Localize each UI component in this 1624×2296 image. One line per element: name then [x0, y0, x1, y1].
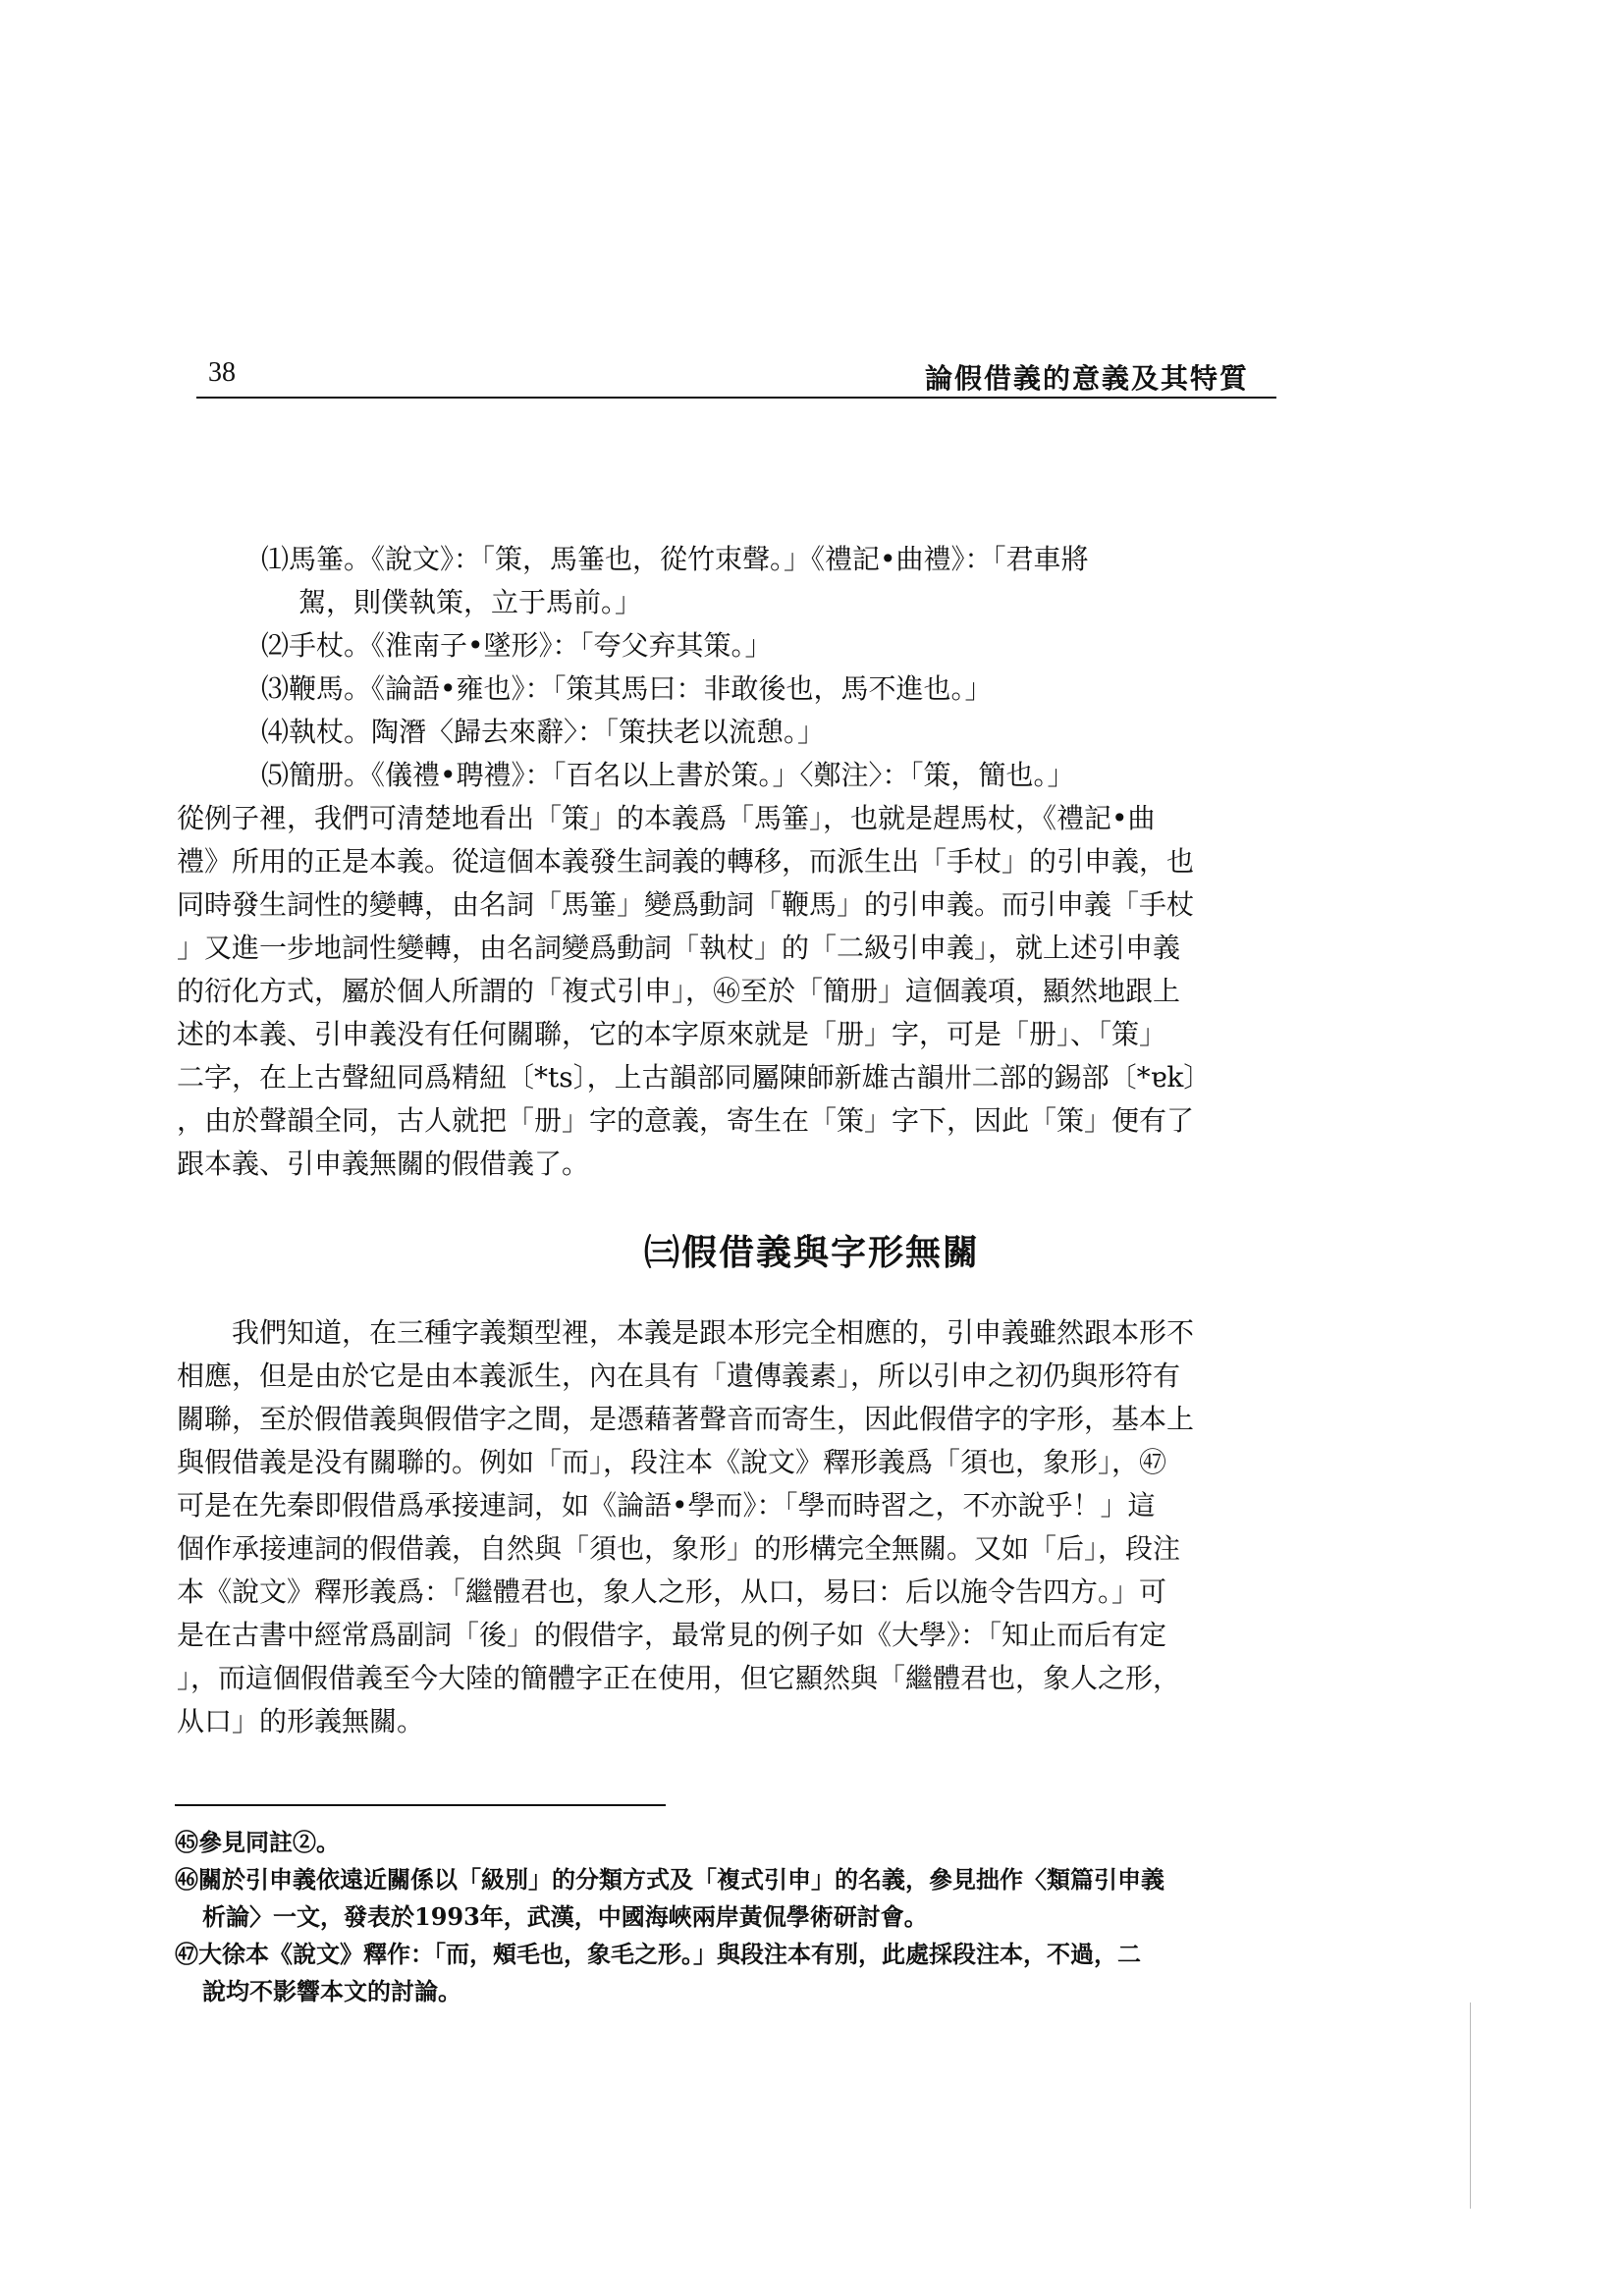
list-item: ⑵手杖。《淮南子•墜形》：「夸父弃其策。」 — [261, 629, 773, 662]
list-item: ⑴馬箠。《說文》：「策，馬箠也，從竹朿聲。」《禮記•曲禮》：「君車將 駕，則僕執策，立于馬前。」 — [261, 543, 1089, 618]
paragraph-analysis: 從例子裡，我們可清楚地看出「策」的本義爲「馬箠」，也就是趕馬杖，《禮記•曲 禮》所用的正是本義。從這個本義發生詞義的轉移，而派生出「手杖」的引申義，也 同時發生詞性的變轉，由名詞「馬箠」變爲動詞「鞭馬」的引申義。而引申義「手杖 」又進一步地詞性變轉，由名詞變爲動詞「執杖」的「二級引申義」，就上述引申義 的衍化方式，屬於個人所謂的「複式引申」，㊻至於「簡册」這個義項，顯然地跟上 述的本義、引申義没有任何關聯，它的本字原來就是「册」字，可是「册」、「策」 二字，在上古聲紐同爲精紐〔*ts〕，上古韻部同屬陳師新雄古韻卅二部的錫部〔*ɐk〕 ，由於聲韻全同，古人就把「册」字的意義，寄生在「策」字下，因此「策」便有了 跟本義、引申義無關的假借義了。 — [177, 802, 1212, 1180]
footnote: ㊼大徐本《說文》釋作：「而，頰毛也，象毛之形。」與段注本有別，此處採段注本，不過，二 說均不影響本文的討論。 — [175, 1940, 1141, 2005]
footnote-divider — [175, 1804, 666, 1806]
footnotes — [175, 1824, 1274, 2010]
list-item: ⑸簡册。《儀禮•聘禮》：「百名以上書於策。」〈鄭注〉：「策，簡也。」 — [261, 759, 1075, 791]
running-title: 論假借義的意義及其特質 — [924, 362, 1249, 395]
section-heading: ㈢假借義與字形無關 — [643, 1232, 980, 1273]
scan-artifact-line — [1470, 2002, 1471, 2209]
footnote: ㊺參見同註②。 — [175, 1828, 340, 1856]
example-list — [177, 538, 1267, 797]
list-item: ⑷執杖。陶潛〈歸去來辭〉：「策扶老以流憩。」 — [261, 716, 826, 748]
paragraph-section3: 我們知道，在三種字義類型裡，本義是跟本形完全相應的，引申義雖然跟本形不 相應，但是由於它是由本義派生，內在具有「遺傳義素」，所以引申之初仍與形符有 關聯，至於假借義與假借字之間，是憑藉著聲音而寄生，因此假借字的字形，基本上 與假借義是没有關聯的。例如「而」，段注本《說文》釋形義爲「須也，象形」，㊼ 可是在先秦即假借爲承接連詞，如《論語•學而》：「學而時習之，不亦說乎！」這 個作承接連詞的假借義，自然與「須也，象形」的形構完全無關。又如「后」，段注 本《說文》釋形義爲：「繼體君也，象人之形，从口，易曰：后以施令告四方。」可 是在古書中經常爲副詞「後」的假借字，最常見的例子如《大學》：「知止而后有定 」，而這個假借義至今大陸的簡體字正在使用，但它顯然與「繼體君也，象人之形， 从口」的形義無關。 — [177, 1316, 1195, 1737]
page-number: 38 — [208, 357, 236, 388]
list-item: ⑶鞭馬。《論語•雍也》：「策其馬曰：非敢後也，馬不進也。」 — [261, 672, 993, 705]
page-header — [196, 353, 1276, 399]
footnote: ㊻關於引申義依遠近關係以「級別」的分類方式及「複式引申」的名義，參見拙作〈類篇引申義 析論〉一文，發表於1993年，武漢，中國海峽兩岸黃侃學術研討會。 — [175, 1865, 1164, 1931]
